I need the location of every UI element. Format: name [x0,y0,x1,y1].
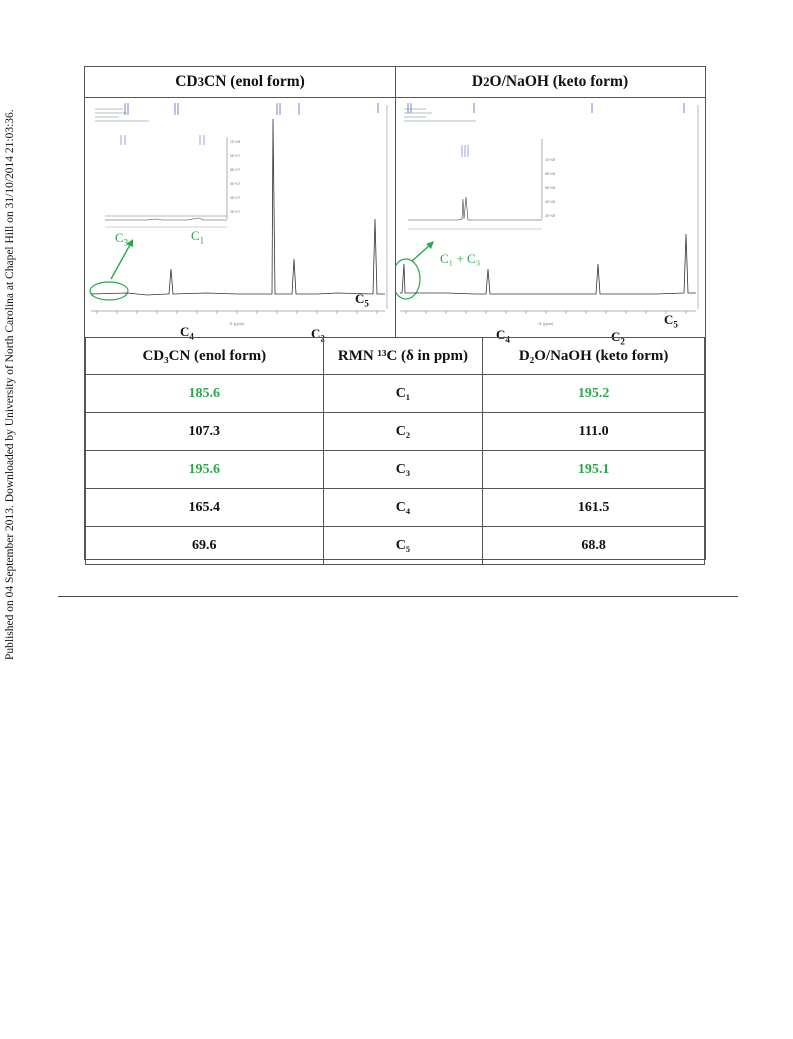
keto-label-c2-c: C [611,329,621,344]
enol-header-b: CN (enol form) [204,73,305,90]
svg-text:4E+07: 4E+07 [230,196,241,200]
table-row [86,489,705,527]
cell-carbon: C₂ [323,413,483,451]
keto-label-c1c3: C₁ + C₃ [440,251,481,266]
enol-label-c1 [191,228,204,246]
publication-note: Published on 04 September 2013. Downloaded by University of North Carolina at Chapel Hill on 31/10/2014 21:03:36. [4,109,16,660]
page-divider [58,596,738,597]
enol-label-c2-c: C [311,326,321,341]
svg-text:4E+08: 4E+08 [545,200,556,204]
cell-enol: 185.6 [86,375,324,413]
header-enol: CD₃CN (enol form) [86,338,324,375]
enol-header-a: CD [175,73,198,90]
cell-keto: 195.1 [483,451,705,489]
enol-header-sub: 3 [197,74,205,89]
enol-label-c5-n: 5 [364,298,369,309]
svg-text:2E+07: 2E+07 [230,210,241,214]
svg-text:8E+07: 8E+07 [230,168,241,172]
keto-label-c5-c: C [664,312,674,327]
enol-label-c3-c: C [115,230,124,245]
enol-label-c5 [355,291,369,309]
cell-carbon: C₁ [323,375,483,413]
table-row [86,527,705,565]
keto-label-c5-n: 5 [673,319,678,330]
cell-carbon: C₄ [323,489,483,527]
cell-keto: 111.0 [483,413,705,451]
cell-enol: 195.6 [86,451,324,489]
table-row [86,413,705,451]
cell-keto: 195.2 [483,375,705,413]
table-row [86,451,705,489]
keto-label-c4-n: 4 [505,334,510,345]
keto-header-b: O/NaOH (keto form) [489,73,629,90]
enol-label-c3-n: 3 [123,237,129,248]
svg-text:6E+07: 6E+07 [230,182,241,186]
nmr-figure [84,66,706,560]
cell-keto: 68.8 [483,527,705,565]
enol-spectrum [87,99,395,344]
svg-text:8E+08: 8E+08 [545,172,556,176]
svg-text:1E+08: 1E+08 [545,158,556,162]
enol-label-c4-n: 4 [189,331,194,342]
table-header-row [86,338,705,375]
cell-carbon: C₅ [323,527,483,565]
enol-spectrum-svg [87,99,395,339]
svg-text:6E+08: 6E+08 [545,186,556,190]
keto-header-a: D [471,73,484,90]
keto-label-c2-n: 2 [620,336,625,347]
enol-label-c4-c: C [180,324,190,339]
cell-enol: 69.6 [86,527,324,565]
keto-axis-label: f1 (ppm) [538,321,554,326]
enol-label-c1-c: C [191,228,200,243]
table-row [86,375,705,413]
keto-label-c4-c: C [496,327,506,342]
keto-header-sub: 2 [483,74,490,89]
cell-keto: 161.5 [483,489,705,527]
enol-label-c3 [115,230,128,248]
svg-text:2E+08: 2E+08 [545,214,556,218]
cell-enol: 107.3 [86,413,324,451]
enol-label-c2-n: 2 [320,333,325,344]
keto-spectrum [396,99,704,347]
enol-axis-label: f1 (ppm) [229,321,245,326]
enol-label-c1-n: 1 [199,235,205,246]
cell-carbon: C₃ [323,451,483,489]
keto-label-c5 [664,312,678,330]
table-body [86,375,705,565]
svg-text:9E+07: 9E+07 [230,154,241,158]
shift-table [85,334,705,565]
svg-text:1E+08: 1E+08 [230,140,241,144]
keto-spectrum-svg [396,99,704,339]
header-keto: D₂O/NaOH (keto form) [483,338,705,375]
keto-header [395,67,705,97]
header-carbon: RMN ¹³C (δ in ppm) [323,338,483,375]
cell-enol: 165.4 [86,489,324,527]
enol-label-c5-c: C [355,291,365,306]
enol-header [85,67,395,97]
